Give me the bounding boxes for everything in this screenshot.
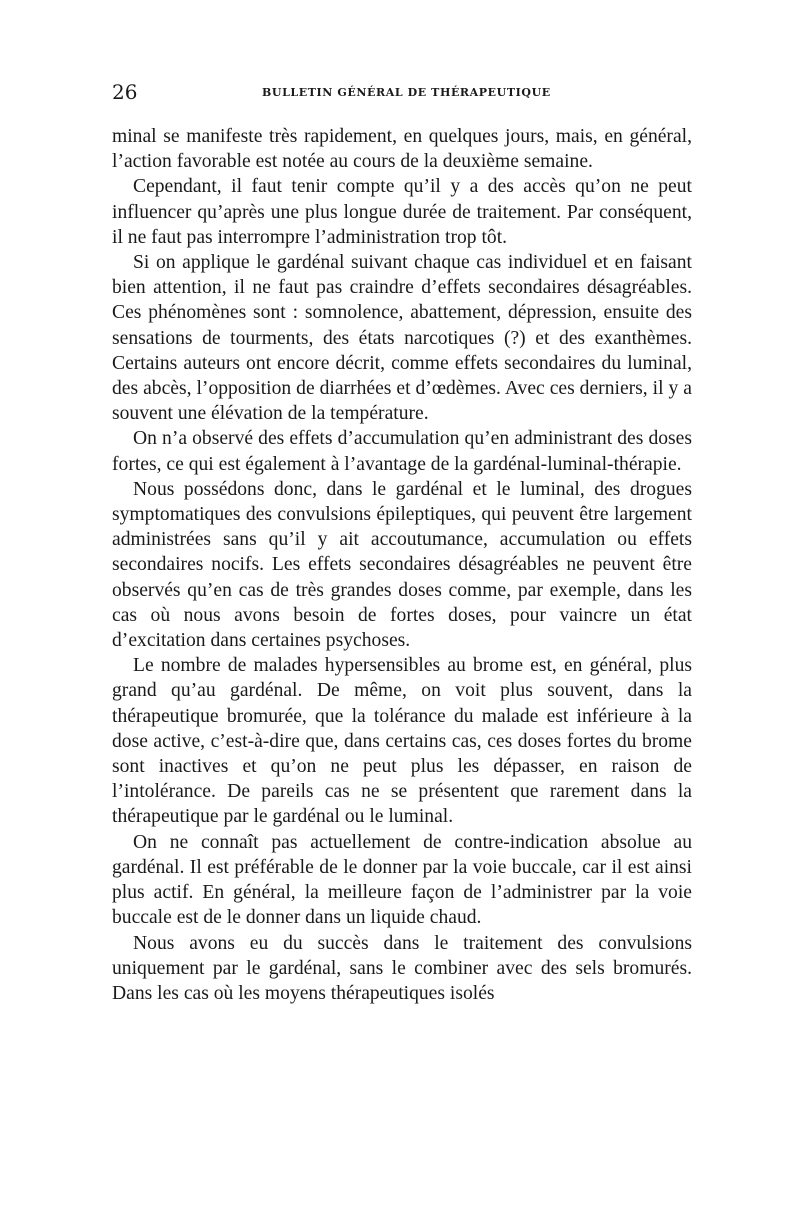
- paragraph-8: Nous avons eu du succès dans le traitement des convulsions uniquement par le gardénal, sans le combiner avec des sels bromurés. Dans les cas où les moyens thérapeutiques isolés: [112, 932, 692, 1004]
- paragraph-3: Si on applique le gardénal suivant chaque cas individuel et en faisant bien attention, il ne faut pas craindre d’effets secondaires désagréables. Ces phénomènes sont : somnolence, abattement, dépression, ensuite des sensations de tourments, des états narcotiques (?) et des exanthèmes. Certains auteurs ont encore décrit, comme effets secondaires du luminal, des abcès, l’opposition de diarrhées et d’œdèmes. Avec ces derniers, il y a souvent une élévation de la température.: [112, 252, 692, 425]
- paragraph-7: On ne connaît pas actuellement de contre-indication absolue au gardénal. Il est préférable de le donner par la voie buccale, car il est ainsi plus actif. En général, la meilleure façon de l’administrer par la voie buccale est de le donner dans un liquide chaud.: [112, 831, 692, 929]
- running-title: BULLETIN GÉNÉRAL DE THÉRAPEUTIQUE: [262, 86, 551, 99]
- body-text: [112, 124, 692, 1006]
- page-number: 26: [112, 80, 138, 104]
- page-header: [112, 80, 692, 104]
- paragraph-2: Cependant, il faut tenir compte qu’il y a des accès qu’on ne peut influencer qu’après une plus longue durée de traitement. Par conséquent, il ne faut pas interrompre l’administration trop tôt.: [112, 176, 692, 248]
- paragraph-1: minal se manifeste très rapidement, en quelques jours, mais, en général, l’action favorable est notée au cours de la deuxième semaine.: [112, 126, 692, 173]
- paragraph-5: Nous possédons donc, dans le gardénal et le luminal, des drogues symptomatiques des convulsions épileptiques, qui peuvent être largement administrées sans qu’il y ait accoutumance, accumulation ou effets secondaires nocifs. Les effets secondaires désagréables ne peuvent être observés qu’en cas de très grandes doses comme, par exemple, dans les cas où nous avons besoin de fortes doses, pour vaincre un état d’excitation dans certaines psychoses.: [112, 478, 692, 652]
- paragraph-4: On n’a observé des effets d’accumulation qu’en administrant des doses fortes, ce qui est également à l’avantage de la gardénal-luminal-thérapie.: [112, 428, 692, 475]
- paragraph-6: Le nombre de malades hypersensibles au brome est, en général, plus grand qu’au gardénal. De même, on voit plus souvent, dans la thérapeutique bromurée, que la tolérance du malade est inférieure à la dose active, c’est-à-dire que, dans certains cas, ces doses fortes du brome sont inactives et qu’on ne peut plus les dépasser, en raison de l’intolérance. De pareils cas ne se présentent que rarement dans la thérapeutique par le gardénal ou le luminal.: [112, 655, 692, 828]
